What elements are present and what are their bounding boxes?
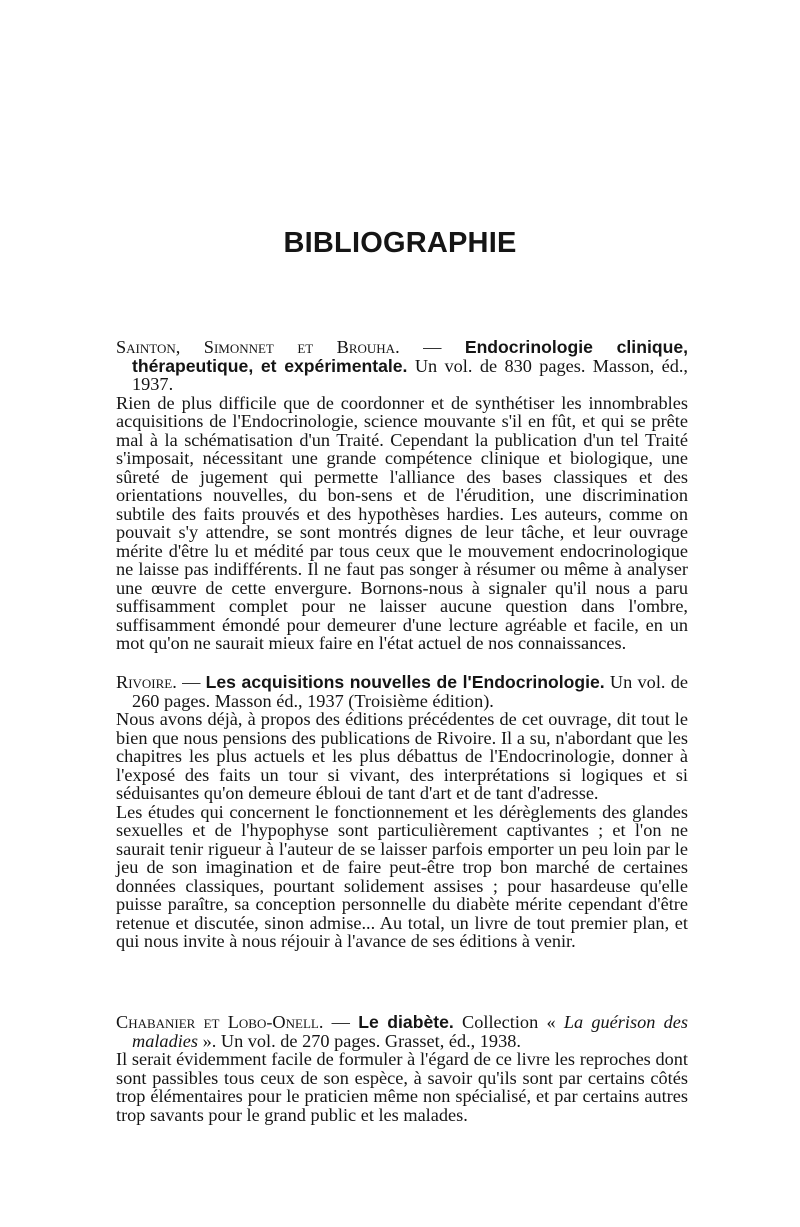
review-heading — [116, 338, 688, 394]
review-dash: — — [176, 672, 206, 692]
review-chabanier — [116, 1013, 688, 1124]
review-details: Un vol. de 260 pages. Masson éd., 1937 (Troisième édition). — [132, 672, 688, 711]
review-sainton — [116, 338, 688, 653]
review-details: Un vol. de 830 pages. Masson, éd., 1937. — [132, 355, 688, 394]
review-authors: Sainton, Simonnet et Brouha. — [116, 337, 400, 357]
review-book-title: Le diabète. — [358, 1012, 454, 1032]
review-book-title: Les acquisitions nouvelles de l'Endocrinologie. — [205, 672, 605, 692]
review-rivoire — [116, 673, 688, 951]
review-paragraph: Nous avons déjà, à propos des éditions précédentes de cet ouvrage, dit tout le bien que nous pensions des publications de Rivoire. Il a su, n'abordant que les chapitres les plus actuels et les plus débattus de l'Endocrinologie, donner à l'exposé des faits un tour si vivant, des interprétations si logiques et si séduisantes qu'on demeure ébloui de tant d'art et de tant d'adresse. — [116, 709, 688, 803]
review-details: ». Un vol. de 270 pages. Grasset, éd., 1938. — [198, 1030, 521, 1051]
review-collection: La guérison des maladies — [132, 1012, 688, 1051]
review-dash: — — [323, 1012, 359, 1032]
review-dash: — — [399, 337, 465, 357]
review-paragraph: Il serait évidemment facile de formuler à l'égard de ce livre les reproches dont sont passibles tous ceux de son espèce, à savoir qu'ils sont par certains côtés trop élémentaires pour le praticien même non spécialisé, et par certains autres trop savants pour le grand public et les malades. — [116, 1049, 688, 1125]
page-title: BIBLIOGRAPHIE — [283, 227, 517, 259]
review-authors: Chabanier et Lobo-Onell. — [116, 1012, 324, 1032]
review-authors: Rivoire. — [116, 672, 177, 692]
review-heading — [116, 1013, 688, 1050]
review-book-title: Endocrinologie clinique, thérapeutique, et expérimentale. — [132, 337, 689, 376]
review-paragraph: Les études qui concernent le fonctionnement et les dérèglements des glandes sexuelles et de l'hypophyse sont particulièrement captivantes ; et l'on ne saurait tenir rigueur à l'auteur de se laisser parfois emporter un peu loin par le jeu de son imagination et de faire peut-être trop bon marché de certaines données classiques, pourtant solidement assises ; pour hasardeuse qu'elle puisse paraître, sa conception personnelle du diabète mérite cependant d'être retenue et discutée, sinon admise... Au total, un livre de tout premier plan, et qui nous invite à nous réjouir à l'avance de ses éditions à venir. — [116, 801, 688, 951]
review-heading — [116, 673, 688, 710]
review-paragraph: Rien de plus difficile que de coordonner et de synthétiser les innombrables acquisitions de l'Endocrinologie, science mouvante s'il en fût, et qui se prête mal à la schématisation d'un Traité. Cependant la publication d'un tel Traité s'imposait, nécessitant une grande compétence clinique et biologique, une sûreté de jugement qui permette l'alliance des bases classiques et des orientations nouvelles, du bon-sens et de l'érudition, une discrimination subtile des faits prouvés et des hypothèses hardies. Les auteurs, comme on pouvait s'y attendre, se sont montrés dignes de leur tâche, et leur ouvrage mérite d'être lu et médité par tous ceux que le mouvement endocrinologique ne laisse pas indifférents. Il ne faut pas songer à résumer ou même à analyser une œuvre de cette envergure. Bornons-nous à signaler qu'il nous a paru suffisamment complet pour ne laisser aucune question dans l'ombre, suffisamment émondé pour demeurer d'une lecture agréable et facile, en un mot qu'on ne saurait mieux faire en l'état actuel de nos connaissances. — [116, 392, 688, 653]
review-details-pre: Collection « — [453, 1012, 564, 1032]
